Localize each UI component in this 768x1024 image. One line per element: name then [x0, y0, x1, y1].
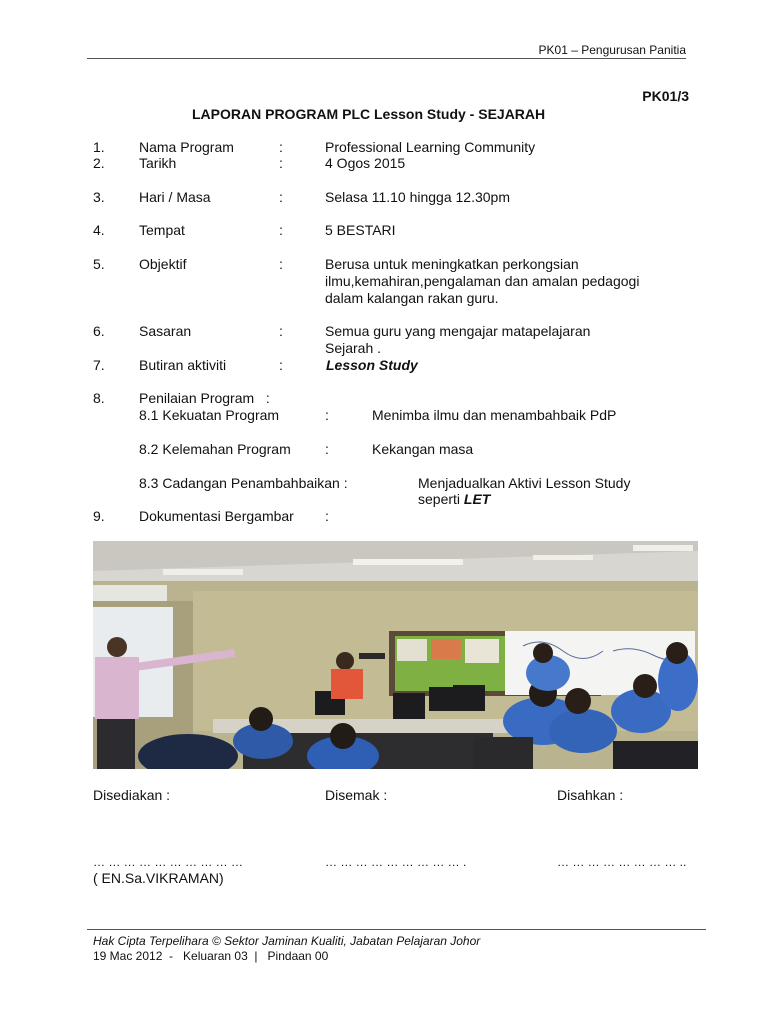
- item-colon: :: [279, 222, 283, 238]
- item-label: Sasaran: [139, 323, 192, 339]
- item-label: Nama Program: [139, 139, 234, 155]
- item-colon: :: [279, 155, 283, 171]
- item-value-line: Berusa untuk meningkatkan perkongsian: [325, 256, 579, 272]
- signature-line-1: … … … … … … … … … …: [93, 855, 244, 869]
- item-colon: :: [279, 256, 283, 272]
- classroom-photo: [93, 541, 698, 769]
- sub-value-line: Menjadualkan Aktivi Lesson Study: [418, 475, 631, 491]
- item-label: Hari / Masa: [139, 189, 211, 205]
- signature-disahkan-label: Disahkan :: [557, 787, 624, 803]
- item-value: Selasa 11.10 hingga 12.30pm: [325, 189, 510, 205]
- footer-rule: [87, 929, 706, 930]
- item-value: Lesson Study: [326, 357, 418, 373]
- item-value: 5 BESTARI: [325, 222, 396, 238]
- signature-disediakan-label: Disediakan :: [93, 787, 171, 803]
- signature-line-2: … … … … … … … … … .: [325, 855, 467, 869]
- signature-name-1: ( EN.Sa.VIKRAMAN): [93, 870, 224, 886]
- item-colon: :: [325, 508, 329, 524]
- sub-colon: :: [325, 441, 329, 457]
- sub-value-bold: LET: [463, 491, 491, 507]
- sub-value-prefix: seperti: [418, 491, 464, 507]
- item-number: 3.: [93, 189, 105, 205]
- sub-value: Kekangan masa: [372, 441, 474, 457]
- item-number: 4.: [93, 222, 105, 238]
- signature-disemak-label: Disemak :: [325, 787, 388, 803]
- item-value: 4 Ogos 2015: [325, 155, 406, 171]
- item-label: Dokumentasi Bergambar: [139, 508, 294, 524]
- item-label: Tempat: [139, 222, 185, 238]
- sub-value: Menimba ilmu dan menambahbaik PdP: [372, 407, 617, 423]
- item-value-line: Semua guru yang mengajar matapelajaran: [325, 323, 591, 339]
- sub-colon: :: [325, 407, 329, 423]
- item-value-line: Sejarah .: [325, 340, 382, 356]
- item-colon: :: [279, 357, 283, 373]
- sub-label: 8.2 Kelemahan Program: [139, 441, 291, 457]
- signature-line-3: … … … … … … … … ..: [557, 855, 687, 869]
- item-number: 7.: [93, 357, 105, 373]
- sub-label: 8.1 Kekuatan Program: [139, 407, 280, 423]
- item-number: 5.: [93, 256, 105, 272]
- item-colon: :: [279, 189, 283, 205]
- item-value-line: dalam kalangan rakan guru.: [325, 290, 499, 306]
- item-number: 1.: [93, 139, 105, 155]
- item-colon: :: [279, 139, 283, 155]
- page-title: LAPORAN PROGRAM PLC Lesson Study - SEJARAH: [192, 106, 546, 122]
- sub-label: 8.3 Cadangan Penambahbaikan :: [139, 475, 348, 491]
- sub-value-line: [418, 491, 490, 508]
- doc-code: PK01/3: [642, 88, 689, 104]
- item-colon: :: [279, 323, 283, 339]
- item-label: Penilaian Program :: [139, 390, 270, 406]
- item-number: 2.: [93, 155, 105, 171]
- footer-copyright: Hak Cipta Terpelihara © Sektor Jaminan Kualiti, Jabatan Pelajaran Johor: [93, 934, 481, 948]
- item-label: Objektif: [139, 256, 187, 272]
- footer-version: 19 Mac 2012 - Keluaran 03 | Pindaan 00: [93, 949, 329, 963]
- item-label: Butiran aktiviti: [139, 357, 227, 373]
- header-rule: [87, 58, 686, 59]
- item-label: Tarikh: [139, 155, 177, 171]
- item-value-line: ilmu,kemahiran,pengalaman dan amalan pedagogi: [325, 273, 640, 289]
- item-value: Professional Learning Community: [325, 139, 536, 155]
- item-number: 8.: [93, 390, 105, 406]
- header-text: PK01 – Pengurusan Panitia: [538, 43, 686, 57]
- item-number: 6.: [93, 323, 105, 339]
- item-number: 9.: [93, 508, 105, 524]
